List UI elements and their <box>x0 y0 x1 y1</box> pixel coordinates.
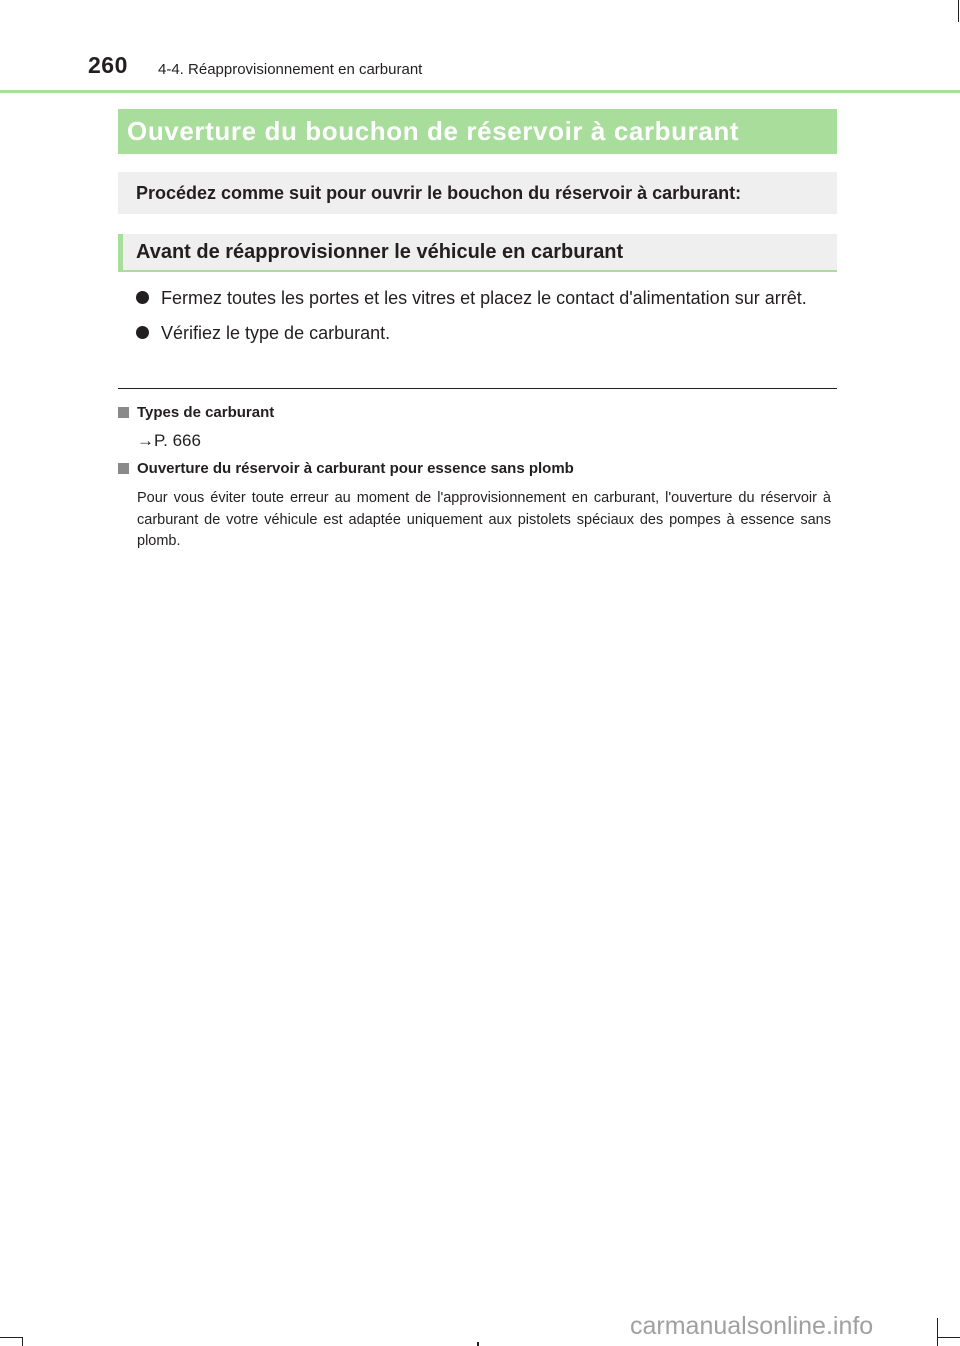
crop-mark-bottom-right-v <box>937 1318 938 1346</box>
title-banner <box>118 109 837 154</box>
crop-mark-bottom-left-v <box>22 1337 23 1346</box>
list-item <box>136 284 836 313</box>
subheader: Avant de réapprovisionner le véhicule en carburant <box>118 234 837 272</box>
square-icon <box>118 463 129 474</box>
page-number: 260 <box>88 52 128 78</box>
page-reference-link[interactable] <box>137 431 201 451</box>
section-divider <box>118 388 837 389</box>
section-path: 4-4. Réapprovisionnement en carburant <box>158 61 423 78</box>
crop-mark-bottom-center <box>477 1342 479 1346</box>
note-heading-text: Ouverture du réservoir à carburant pour essence sans plomb <box>137 460 574 477</box>
watermark: carmanualsonline.info <box>630 1312 874 1340</box>
bullet-icon <box>136 326 149 339</box>
bullet-text: Vérifiez le type de carburant. <box>161 323 391 343</box>
page-title: Ouverture du bouchon de réservoir à carburant <box>127 116 740 146</box>
note-heading-fuel-types <box>118 404 274 421</box>
note-heading-unleaded <box>118 460 574 477</box>
reference-text: P. 666 <box>154 431 201 450</box>
intro-box: Procédez comme suit pour ouvrir le bouchon du réservoir à carburant: <box>118 172 837 214</box>
crop-mark-bottom-right-h <box>937 1337 960 1338</box>
bullet-list <box>136 284 836 354</box>
list-item <box>136 319 836 348</box>
square-icon <box>118 407 129 418</box>
right-arrow-icon: → <box>137 431 154 450</box>
header-rule <box>0 90 960 93</box>
bullet-icon <box>136 291 149 304</box>
note-body: Pour vous éviter toute erreur au moment de l'approvisionnement en carburant, l'ouverture du réservoir à carburant de votre véhicule est adaptée uniquement aux pistolets spéciaux des pompes à essence sans plomb. <box>137 490 831 549</box>
bullet-text: Fermez toutes les portes et les vitres et placez le contact d'alimentation sur arrêt. <box>161 288 807 308</box>
crop-mark-bottom-left-h <box>0 1337 22 1338</box>
crop-mark-top-right <box>958 0 959 22</box>
note-heading-text: Types de carburant <box>137 404 275 421</box>
